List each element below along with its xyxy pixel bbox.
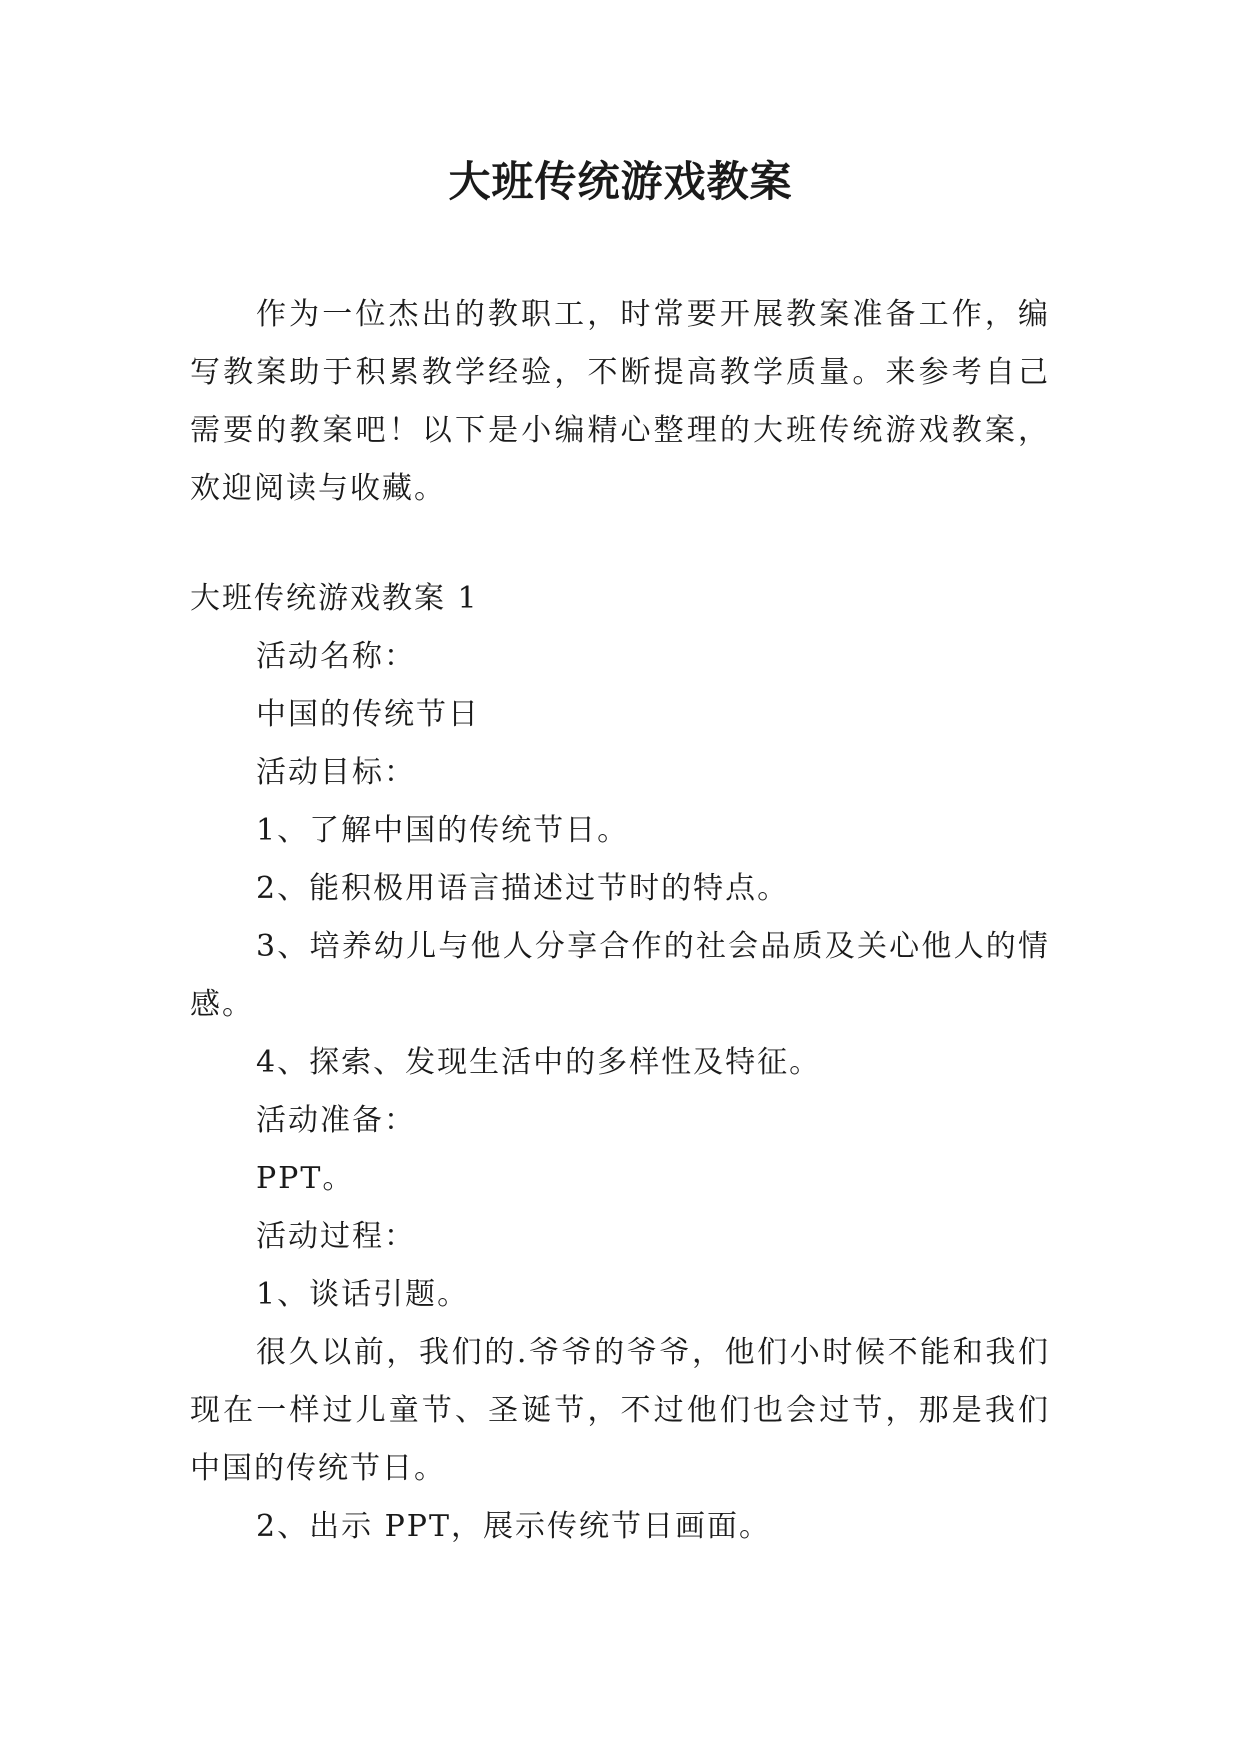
- section-heading: 大班传统游戏教案 1: [190, 581, 479, 616]
- document-body: [190, 286, 1050, 1556]
- paragraph-activity-goals-label: 活动目标：: [256, 755, 416, 790]
- paragraph-activity-name: 中国的传统节日: [256, 697, 480, 732]
- paragraph-goal-3: 3、培养幼儿与他人分享合作的社会品质及关心他人的情感。: [190, 929, 1050, 1022]
- paragraph-process-label: 活动过程：: [256, 1219, 416, 1254]
- paragraph-step-1-detail: 很久以前，我们的.爷爷的爷爷，他们小时候不能和我们现在一样过儿童节、圣诞节，不过他们也会过节，那是我们中国的传统节日。: [190, 1335, 1050, 1486]
- paragraph-step-2: 2、出示 PPT，展示传统节日画面。: [256, 1509, 772, 1544]
- paragraph-goal-4: 4、探索、发现生活中的多样性及特征。: [256, 1045, 822, 1080]
- paragraph-goal-1: 1、了解中国的传统节日。: [256, 813, 630, 848]
- paragraph-step-1: 1、谈话引题。: [256, 1277, 470, 1312]
- intro-paragraph: 作为一位杰出的教职工，时常要开展教案准备工作，编写教案助于积累教学经验，不断提高教学质量。来参考自己需要的教案吧！以下是小编精心整理的大班传统游戏教案，欢迎阅读与收藏。: [190, 297, 1050, 506]
- paragraph-preparation: PPT。: [256, 1161, 355, 1196]
- paragraph-activity-name-label: 活动名称：: [256, 639, 416, 674]
- document-title: 大班传统游戏教案: [448, 157, 793, 206]
- paragraph-goal-2: 2、能积极用语言描述过节时的特点。: [256, 871, 790, 906]
- paragraph-preparation-label: 活动准备：: [256, 1103, 416, 1138]
